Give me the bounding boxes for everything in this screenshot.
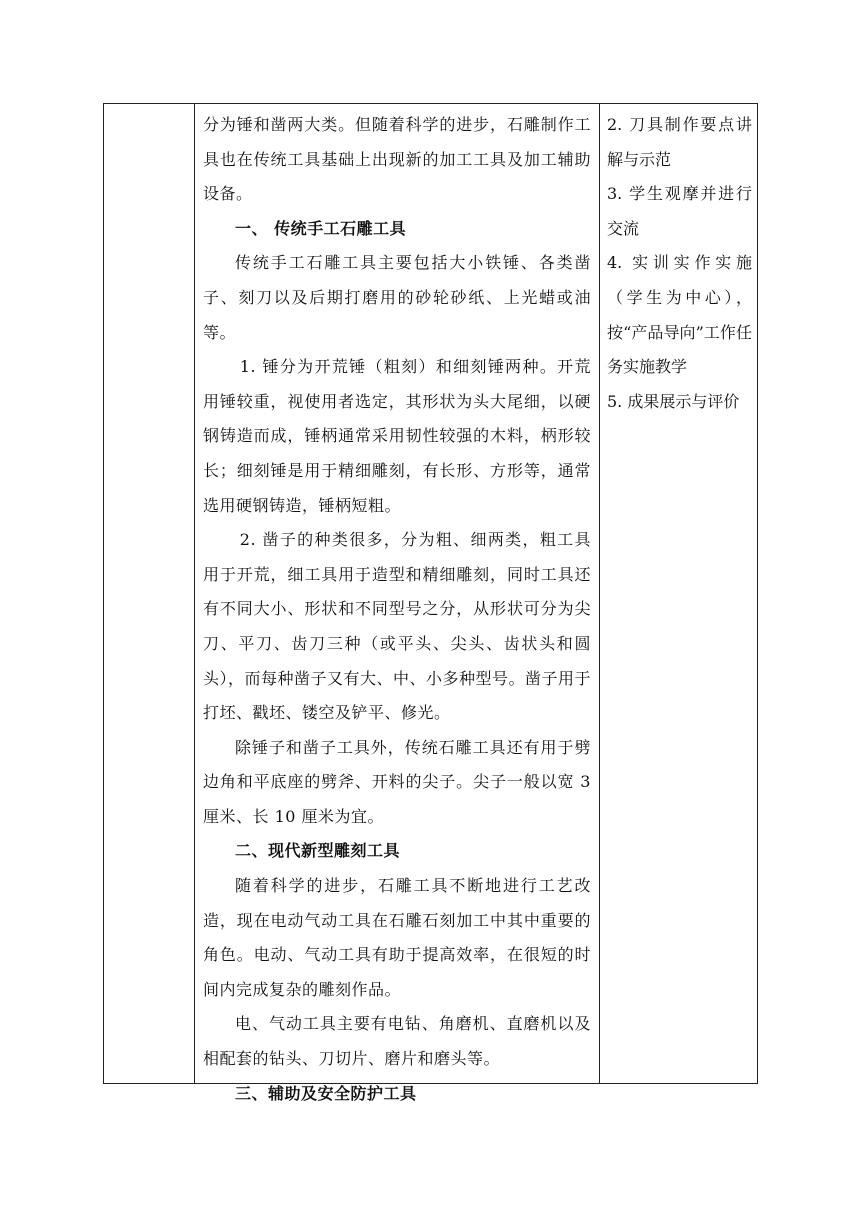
paragraph-modern-tools: 随着科学的进步，石雕工具不断地进行工艺改造，现在电动气动工具在石雕石刻加工中其中重要的角色。电动、气动工具有助于提高效率，在很短的时间内完成复杂的雕刻作品。 (203, 876, 591, 999)
teaching-steps-column (600, 104, 758, 419)
paragraph-hammers: 1. 锤分为开荒锤（粗刻）和细刻锤两种。开荒用锤较重，视使用者选定，其形状为头大尾细，以硬钢铸造而成，锤柄通常采用韧性较强的木料，柄形较长；细刻锤是用于精细雕刻，有长形、方形等，通常选用硬钢铸造，锤柄短粗。 (203, 357, 591, 515)
paragraph-other-tools: 除锤子和凿子工具外，传统石雕工具还有用于劈边角和平底座的劈斧、开料的尖子。尖子一般以宽 3 厘米、长 10 厘米为宜。 (203, 737, 591, 826)
paragraph-traditional-tools: 传统手工石雕工具主要包括大小铁锤、各类凿子、刻刀以及后期打磨用的砂轮砂纸、上光蜡或油等。 (203, 253, 591, 342)
main-content-column (195, 104, 599, 1111)
step-item: 5. 成果展示与评价 (607, 391, 740, 411)
section-heading-modern-tools: 二、现代新型雕刻工具 (235, 841, 401, 861)
paragraph-intro-continued: 分为锤和凿两大类。但随着科学的进步，石雕制作工具也在传统工具基础上出现新的加工工具及加工辅助设备。 (203, 115, 591, 204)
step-item: 3. 学生观摩并进行交流 (607, 184, 752, 238)
section-heading-safety-tools: 三、辅助及安全防护工具 (235, 1083, 417, 1103)
paragraph-chisels: 2. 凿子的种类很多，分为粗、细两类，粗工具用于开荒，细工具用于造型和精细雕刻，同时工具还有不同大小、形状和不同型号之分，从形状可分为尖刀、平刀、齿刀三种（或平头、尖头、齿状头和圆头），而每种凿子又有大、中、小多种型号。凿子用于打坯、戳坯、镂空及铲平、修光。 (203, 530, 592, 723)
step-item: 4. 实训实作实施（学生为中心），按“产品导向”工作任务实施教学 (607, 253, 752, 377)
section-heading-traditional-tools: 一、 传统手工石雕工具 (235, 218, 407, 238)
lesson-table (103, 103, 758, 1103)
step-item: 2. 刀具制作要点讲解与示范 (607, 115, 752, 169)
paragraph-power-tools: 电、气动工具主要有电钻、角磨机、直磨机以及相配套的钻头、刀切片、磨片和磨头等。 (203, 1014, 591, 1069)
